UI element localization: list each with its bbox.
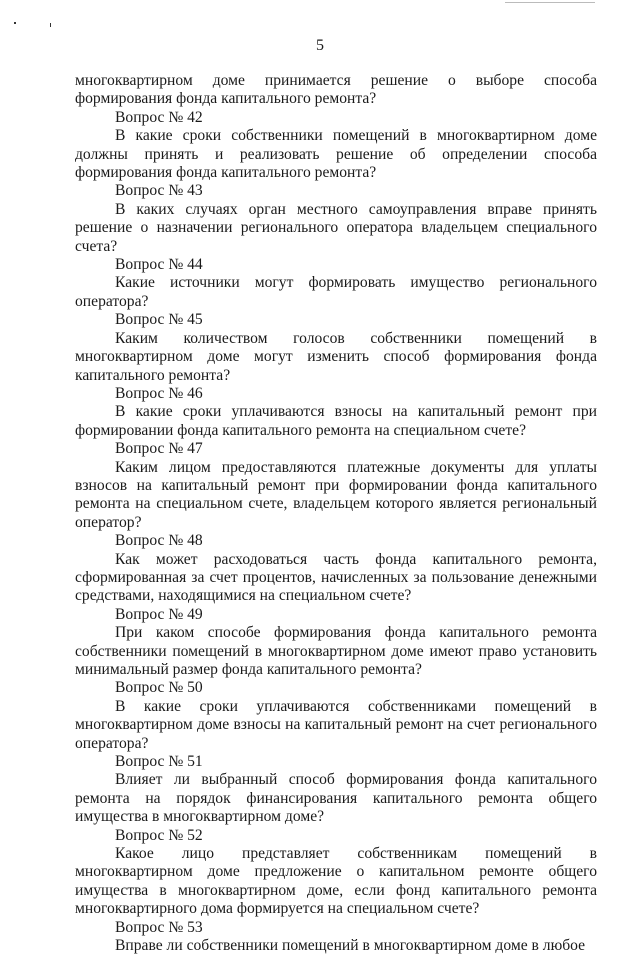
question-heading: Вопрос № 48 bbox=[115, 532, 203, 550]
question-text: Как может расходоваться часть фонда капитального ремонта, сформированная за счет процентов, начисленных за пользование денежными средствами, находящимися на специальном счете? bbox=[75, 550, 597, 605]
question-text: В какие сроки собственники помещений в многоквартирном доме должны принять и реализовать решение об определении способа формирования фонда капитального ремонта? bbox=[75, 127, 597, 182]
question-heading: Вопрос № 42 bbox=[115, 108, 203, 126]
question-text: В какие сроки уплачиваются взносы на капитальный ремонт при формировании фонда капитального ремонта на специальном счете? bbox=[75, 403, 597, 439]
question-heading: Вопрос № 50 bbox=[115, 679, 203, 697]
question-text: Какое лицо представляет собственникам помещений в многоквартирном доме предложение о капитальном ремонте общего имущества в многоквартирном доме, если фонд капитального ремонта многоквартирного дома формируется на специальном счете? bbox=[75, 845, 597, 918]
question-text: многоквартирном доме принимается решение о выборе способа формирования фонда капитального ремонта? bbox=[75, 72, 597, 108]
document-body bbox=[75, 72, 597, 956]
question-heading: Вопрос № 43 bbox=[115, 182, 203, 200]
scan-mark bbox=[50, 23, 51, 27]
question-text: Каким количеством голосов собственники помещений в многоквартирном доме могут изменить способ формирования фонда капитального ремонта? bbox=[75, 329, 597, 384]
question-heading: Вопрос № 45 bbox=[115, 311, 203, 329]
question-heading: Вопрос № 49 bbox=[115, 605, 203, 623]
question-heading: Вопрос № 44 bbox=[115, 256, 203, 274]
question-text: В какие сроки уплачиваются собственниками помещений в многоквартирном доме взносы на капитальный ремонт на счет регионального оператора? bbox=[75, 697, 597, 752]
question-heading: Вопрос № 47 bbox=[115, 440, 203, 458]
question-text: Влияет ли выбранный способ формирования фонда капитального ремонта на порядок финансирования капитального ремонта общего имущества в многоквартирном доме? bbox=[75, 771, 597, 826]
question-text: При каком способе формирования фонда капитального ремонта собственники помещений в многоквартирном доме имеют право установить минимальный размер фонда капитального ремонта? bbox=[75, 624, 597, 678]
question-text: В каких случаях орган местного самоуправления вправе принять решение о назначении регионального оператора владельцем специального счета? bbox=[75, 200, 597, 255]
question-text: Вправе ли собственники помещений в многоквартирном доме в любое bbox=[115, 937, 586, 955]
question-heading: Вопрос № 53 bbox=[115, 918, 203, 936]
page-number: 5 bbox=[316, 37, 324, 54]
question-heading: Вопрос № 52 bbox=[115, 826, 203, 844]
question-heading: Вопрос № 46 bbox=[115, 384, 203, 402]
question-text: Какие источники могут формировать имущество регионального оператора? bbox=[75, 274, 597, 310]
question-heading: Вопрос № 51 bbox=[115, 753, 203, 771]
scan-mark bbox=[14, 22, 16, 24]
question-text: Каким лицом предоставляются платежные документы для уплаты взносов на капитальный ремонт при формировании фонда капитального ремонта на специальном счете, владельцем которого является региональный оператор? bbox=[75, 458, 597, 531]
scan-mark bbox=[505, 2, 595, 3]
